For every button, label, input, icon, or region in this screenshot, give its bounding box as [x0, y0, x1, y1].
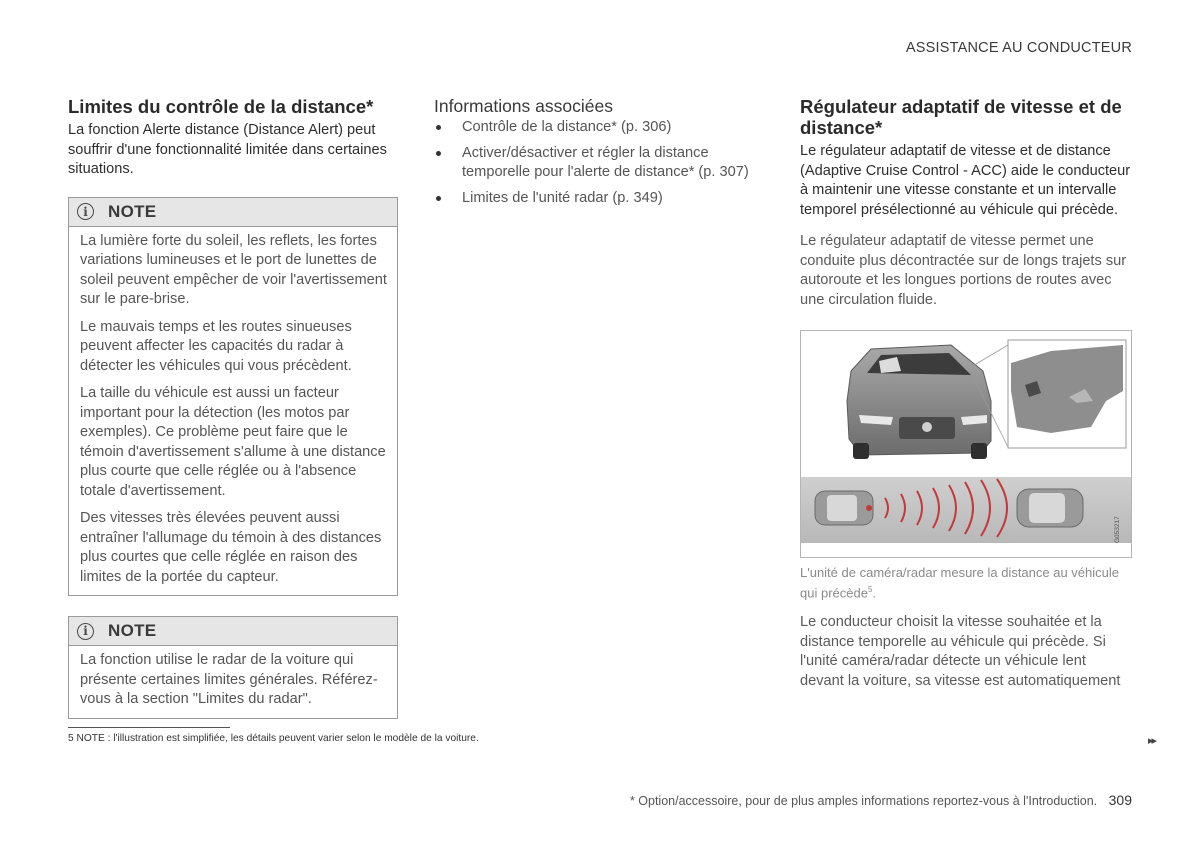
note-paragraph: Des vitesses très élevées peuvent aussi entraîner l'allumage du témoin à des distances plus courtes que celle réglée en raison des limites de la portée du capteur. [80, 510, 382, 585]
own-car-top [815, 491, 873, 525]
acc-paragraph-3: Le conducteur choisit la vitesse souhaitée et la distance temporelle au véhicule qui précède. Si l'unité caméra/radar détecte un véhicule lent devant la voiture, sa vitesse est automatiquement [800, 614, 1121, 689]
caption-footnote-ref: 5 [867, 585, 873, 594]
car-ahead-top [1017, 489, 1083, 527]
page-footer [630, 792, 1132, 808]
section-title-acc: Régulateur adaptatif de vitesse et de distance* [800, 96, 1122, 138]
note-header [69, 198, 397, 227]
footnote-rule [68, 727, 230, 728]
note-paragraph: La lumière forte du soleil, les reflets, les fortes variations lumineuses et le port de lunettes de soleil peuvent empêcher de voir l'avertissement sur le pare-brise. [80, 232, 387, 307]
note-label: NOTE [108, 201, 157, 221]
page-number: 309 [1108, 792, 1132, 808]
note-label: NOTE [108, 621, 157, 640]
figure-caption [800, 564, 1132, 601]
note-box-1 [68, 197, 398, 597]
info-icon: i [77, 623, 94, 640]
car-front-view [847, 345, 991, 459]
caption-text: L'unité de caméra/radar mesure la distance au véhicule qui précède [800, 565, 1119, 601]
note-header [69, 617, 397, 646]
column-middle [434, 96, 764, 214]
note-body [69, 646, 397, 718]
note-paragraph: La fonction utilise le radar de la voiture qui présente certaines limites générales. Référez-vous à la section "Limites du radar". [80, 652, 378, 707]
info-icon: i [77, 203, 94, 220]
intro-paragraph: La fonction Alerte distance (Distance Alert) peut souffrir d'une fonctionnalité limitée dans certaines situations. [68, 122, 387, 177]
section-title-limits: Limites du contrôle de la distance* [68, 96, 374, 117]
continue-arrows-icon: ▸▸ [1148, 735, 1156, 747]
related-links-list [434, 118, 764, 208]
column-right [800, 96, 1132, 691]
column-left [68, 96, 400, 719]
radar-illustration [800, 330, 1132, 558]
camera-radar-inset [971, 340, 1126, 448]
note-paragraph: Le mauvais temps et les routes sinueuses peuvent affecter les capacités du radar à détecter les véhicules qui vous précèdent. [80, 318, 352, 374]
caption-end: . [872, 585, 877, 601]
related-link[interactable]: Contrôle de la distance* (p. 306) [434, 118, 764, 138]
note-body [69, 227, 397, 596]
figure-code: G053217 [1114, 516, 1121, 543]
footnote: 5 NOTE : l'illustration est simplifiée, les détails peuvent varier selon le modèle de la voiture. [68, 733, 479, 744]
section-header: ASSISTANCE AU CONDUCTEUR [905, 40, 1132, 56]
option-accessory-note: * Option/accessoire, pour de plus amples informations reportez-vous à l'Introduction. [629, 794, 1098, 808]
related-link[interactable]: Limites de l'unité radar (p. 349) [434, 189, 764, 209]
acc-paragraph-1: Le régulateur adaptatif de vitesse et de distance (Adaptive Cruise Control - ACC) aide le conducteur à maintenir une vitesse constante et un intervalle temporel présélectionné au véhicule qui précède. [800, 143, 1131, 218]
radar-illustration-graphic [801, 331, 1131, 557]
road-top-view [801, 477, 1131, 543]
acc-paragraph-2: Le régulateur adaptatif de vitesse permet une conduite plus décontractée sur de longs trajets sur autoroute et les longues portions de routes avec une circulation fluide. [800, 233, 1127, 308]
note-paragraph: La taille du véhicule est aussi un facteur important pour la détection (les motos par exemples). Ce problème peut faire que le témoin d'avertissement s'allume à une distance plus courte que celle réglée ou à l'absence totale d'avertissement. [80, 385, 386, 499]
related-info-title: Informations associées [434, 96, 613, 116]
related-link[interactable]: Activer/désactiver et régler la distance temporelle pour l'alerte de distance* (p. 307) [434, 144, 764, 183]
note-box-2 [68, 616, 398, 719]
